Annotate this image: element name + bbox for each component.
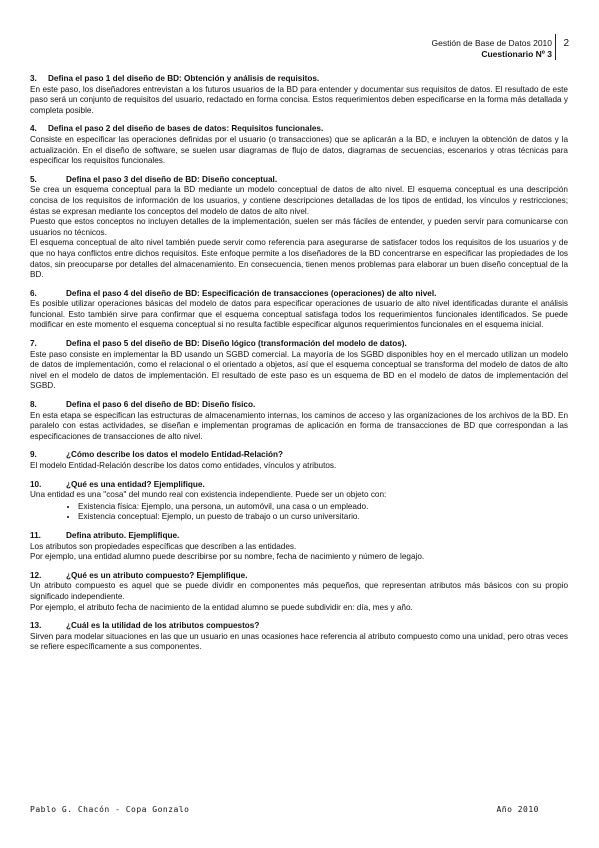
answer-paragraph: Los atributos son propiedades específicas que describen a las entidades. (30, 541, 297, 551)
question-number: 7. (30, 339, 37, 349)
question-text: Defina el paso 3 del diseño de BD: Diseño conceptual. (66, 174, 278, 184)
question-text: ¿Cómo describe los datos el modelo Entidad-Relación? (66, 450, 284, 460)
answer-paragraph: Sirven para modelar situaciones en las que un usuario en unas ocasiones hace referencia al atributo compuesto como una unidad, pero otras veces se refiere específicamente a sus componentes. (30, 631, 568, 652)
question-text: Defina el paso 4 del diseño de BD: Especificación de transacciones (operaciones) de alto nivel. (66, 288, 437, 298)
question-text: ¿Qué es una entidad? Ejemplifique. (66, 479, 205, 489)
question-text: Defina el paso 2 del diseño de bases de datos: Requisitos funcionales. (48, 124, 324, 134)
header-divider (555, 34, 556, 60)
question-text: ¿Cuál es la utilidad de los atributos compuestos? (66, 621, 260, 631)
question-title (30, 400, 568, 411)
question-title (30, 124, 568, 135)
question-13 (30, 621, 568, 653)
question-title (30, 74, 568, 85)
question-5 (30, 175, 568, 281)
question-12 (30, 571, 568, 613)
question-title (30, 289, 568, 300)
question-number: 11. (30, 530, 41, 540)
question-title (30, 175, 568, 186)
header-title: Gestión de Base de Datos 2010 (431, 38, 552, 48)
answer-paragraph: Este paso consiste en implementar la BD usando un SGBD comercial. La mayoría de los SGBD disponibles hoy en el mercado utilizan un modelo de datos de implementación, como el relacional o el orientado a objetos, así que el esquema conceptual se transforma del modelo de datos de alto nivel en el modelo de datos de implementación. El resultado de este paso es un esquema de BD en el modelo de datos de implementación del SGBD. (30, 349, 568, 391)
question-3 (30, 74, 568, 116)
footer-author: Pablo G. Chacón - Copa Gonzalo (30, 805, 190, 814)
answer-paragraph: El esquema conceptual de alto nivel también puede servir como referencia para asegurarse de satisfacer todos los requisitos de los usuarios y de que no haya conflictos entre dichos requisitos. Este enfoque permite a los diseñadores de la BD concentrarse en especificar las propiedades de los datos, sin preocuparse por detalles del almacenamiento. En consecuencia, tienen menos problemas para elaborar un buen diseño conceptual de la BD. (30, 238, 568, 280)
bullet-list (30, 502, 568, 523)
page-number: 2 (563, 38, 569, 49)
answer-paragraph: El modelo Entidad-Relación describe los datos como entidades, vínculos y atributos. (30, 461, 337, 470)
answer-paragraph: En este paso, los diseñadores entrevistan a los futuros usuarios de la BD para entender y documentar sus requisitos de datos. El resultado de este paso será un conjunto de requisitos del usuario, redactado en forma concisa. Estos requerimientos deben especificarse en la forma más detallada y completa posible. (30, 84, 568, 115)
answer-paragraph: Una entidad es una "cosa" del mundo real con existencia independiente. Puede ser un objeto con: (30, 490, 387, 500)
question-number: 12. (30, 570, 42, 580)
page-header (432, 38, 553, 60)
answer-paragraph: En esta etapa se especifican las estructuras de almacenamiento internas, los caminos de acceso y las organizaciones de los archivos de la BD. En paralelo con estas actividades, se diseñan e implementan programas de aplicación en forma de transacciones de BD que correspondan a las especificaciones de transacciones de alto nivel. (30, 410, 568, 441)
question-title (30, 531, 568, 542)
question-title (30, 480, 568, 491)
question-11 (30, 531, 568, 563)
question-number: 10. (30, 479, 42, 489)
answer-paragraph: Consiste en especificar las operaciones definidas por el usuario (o transacciones) que se aplicarán a la BD, e incluyen la obtención de datos y la actualización. En el diseño de software, se suelen usar diagramas de flujo de datos, diagramas de secuencias, escenarios y otras técnicas para especificar los requisitos funcionales. (30, 134, 568, 166)
question-text: ¿Qué es un atributo compuesto? Ejemplifique. (66, 570, 248, 580)
footer-year: Año 2010 (496, 805, 539, 814)
question-7 (30, 339, 568, 392)
answer-paragraph: Por ejemplo, el atributo fecha de nacimiento de la entidad alumno se puede subdividir en: día, mes y año. (30, 602, 413, 612)
answer-paragraph: Por ejemplo, una entidad alumno puede describirse por su nombre, fecha de nacimiento y número de legajo. (30, 552, 425, 562)
question-number: 9. (30, 450, 37, 460)
question-number: 4. (30, 124, 37, 134)
question-number: 3. (30, 74, 37, 83)
question-text: Defina el paso 1 del diseño de BD: Obtención y análisis de requisitos. (48, 74, 320, 83)
question-text: Defina el paso 6 del diseño de BD: Diseño físico. (66, 400, 256, 410)
question-number: 13. (30, 621, 42, 631)
question-8 (30, 400, 568, 442)
question-9 (30, 450, 568, 471)
question-text: Defina el paso 5 del diseño de BD: Diseño lógico (transformación del modelo de datos). (66, 339, 407, 349)
answer-paragraph: Un atributo compuesto es aquel que se puede dividir en componentes más pequeños, que representan atributos más básicos con su propio significado independiente. (30, 581, 568, 601)
answer-paragraph: Puesto que estos conceptos no incluyen detalles de la implementación, suelen ser más fáciles de entender, y pueden servir para comunicarse con usuarios no técnicos. (30, 217, 568, 237)
questionnaire-body (30, 74, 568, 661)
question-10 (30, 480, 568, 523)
answer-paragraph: Se crea un esquema conceptual para la BD mediante un modelo conceptual de datos de alto nivel. El esquema conceptual es una descripción concisa de los requisitos de información de los usuarios, y contiene descripciones detalladas de los tipos de entidad, los vínculos y restricciones; éstas se expresan mediante los conceptos del modelo de datos de alto nivel. (30, 185, 568, 216)
question-4 (30, 124, 568, 166)
answer-paragraph: Es posible utilizar operaciones básicas del modelo de datos para especificar operaciones de usuario de alto nivel identificadas durante el análisis funcional. Esto también sirve para confirmar que el esquema conceptual satisfaga todos los requerimientos funcionales identificados. Se puede modificar en este momento el esquema conceptual si no resulta factible especificar algunos requerimientos funcionales en el esquema inicial. (30, 299, 568, 330)
question-number: 5. (30, 174, 37, 184)
list-item: • Existencia conceptual: Ejemplo, un puesto de trabajo o un curso universitario. (78, 512, 568, 523)
question-title (30, 450, 568, 461)
page-footer (30, 805, 539, 814)
question-text: Defina atributo. Ejemplifique. (66, 530, 180, 540)
question-title (30, 621, 568, 632)
question-number: 6. (30, 288, 37, 298)
list-item: • Existencia física: Ejemplo, una persona, un automóvil, una casa o un empleado. (78, 502, 568, 513)
header-subtitle: Cuestionario Nº 3 (481, 49, 552, 59)
question-6 (30, 289, 568, 331)
question-title (30, 339, 568, 350)
question-title (30, 571, 568, 582)
question-number: 8. (30, 400, 37, 410)
